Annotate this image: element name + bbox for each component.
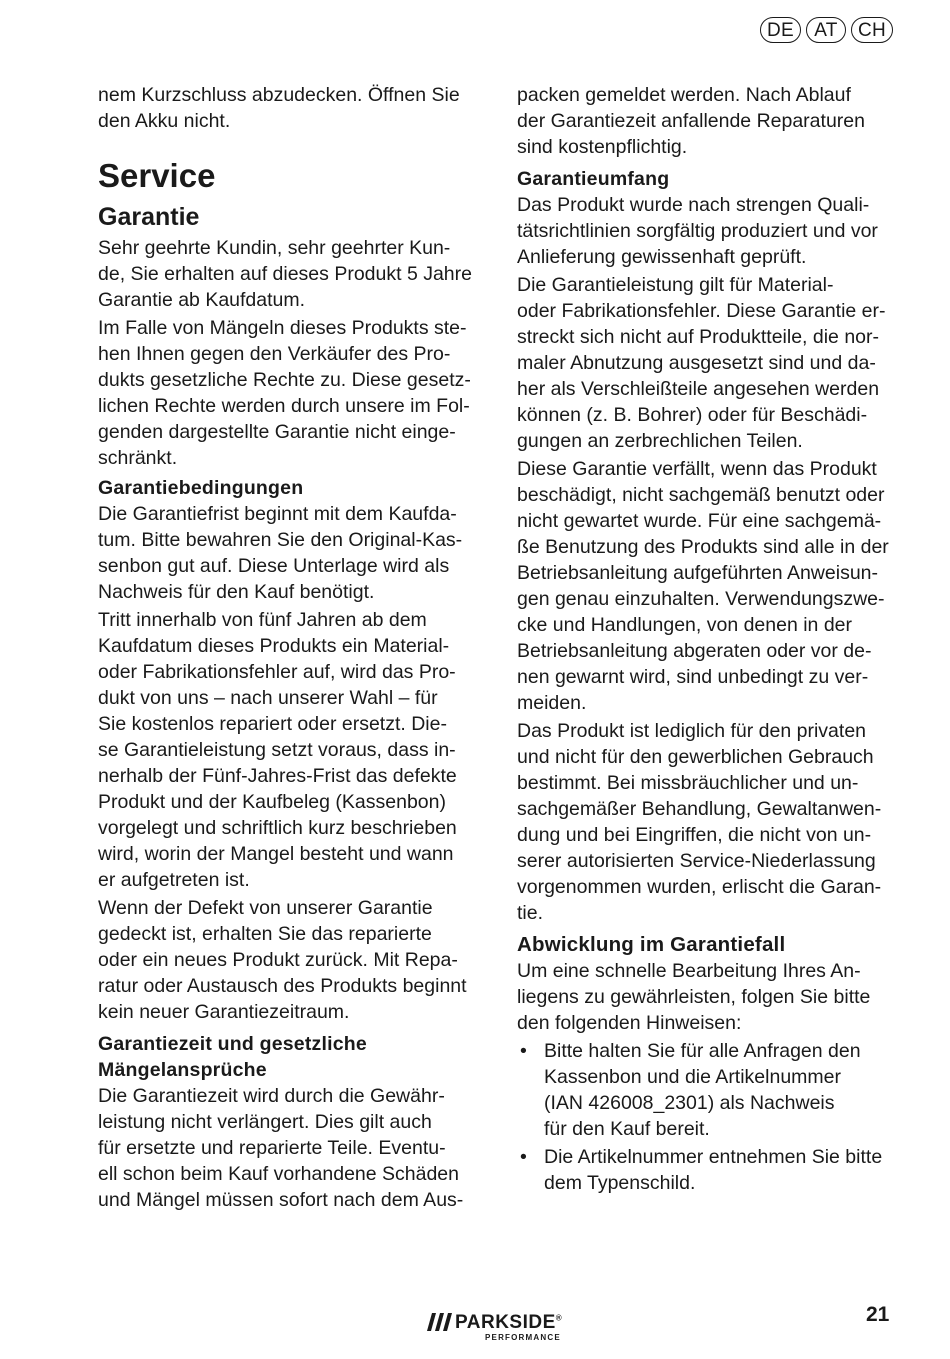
umfang-paragraph: Diese Garantie verfällt, wenn das Produkt beschädigt, nicht sachgemäß benutzt oder nicht gewartet wurde. Für eine sachgemä- ße Benutzung des Produkts sind alle in der Betriebsanleitung aufgeführten Anweisun- gen genau einzuhalten. Verwendungszwe- cke und Handlungen, von denen in der Betriebsanleitung abgeraten oder vor de- nen gewarnt wird, sind unbedingt zu ver- meiden. bbox=[517, 458, 889, 714]
umfang-heading: Garantieumfang bbox=[517, 168, 670, 190]
left-column bbox=[98, 82, 478, 1213]
section-title: Service bbox=[98, 157, 216, 194]
country-badge-de: DE bbox=[760, 17, 801, 43]
hint-list bbox=[517, 1038, 899, 1196]
page-number: 21 bbox=[866, 1303, 890, 1326]
garantiezeit-heading: Garantiezeit und gesetzliche Mängelansprüche bbox=[98, 1033, 367, 1081]
garantiezeit-paragraph: Die Garantiezeit wird durch die Gewähr- leistung nicht verlängert. Dies gilt auch für ersetzte und reparierte Teile. Eventu- ell schon beim Kauf vorhandene Schäden und Mängel müssen sofort nach dem Aus- bbox=[98, 1085, 464, 1211]
bedingungen-paragraph: Tritt innerhalb von fünf Jahren ab dem Kaufdatum dieses Produkts ein Material- oder Fabrikationsfehler auf, wird das Pro- dukt von uns – nach unserer Wahl – für Sie kostenlos repariert oder ersetzt. Die- se Garantieleistung setzt voraus, dass in- nerhalb der Fünf-Jahres-Frist das defekte Produkt und der Kaufbeleg (Kassenbon) vorgelegt und schriftlich kurz beschrieben wird, worin der Mangel besteht und wann er aufgetreten ist. bbox=[98, 609, 457, 891]
bedingungen-paragraph: Die Garantiefrist beginnt mit dem Kaufda- tum. Bitte bewahren Sie den Original-Kas- senbon gut auf. Diese Unterlage wird als Nachweis für den Kauf benötigt. bbox=[98, 503, 463, 603]
logo-slashes-icon bbox=[427, 1313, 453, 1333]
subsection-title: Garantie bbox=[98, 203, 200, 231]
logo-subtitle: PERFORMANCE bbox=[485, 1333, 561, 1342]
garantie-paragraph: Im Falle von Mängeln dieses Produkts ste- hen Ihnen gegen den Verkäufer des Pro- dukts gesetzliche Rechte zu. Diese gesetz- lichen Rechte werden durch unsere im Fol- genden dargestellte Garantie nicht einge- schränkt. bbox=[98, 317, 471, 469]
country-badge-ch: CH bbox=[851, 17, 893, 43]
right-column bbox=[517, 82, 899, 1196]
bedingungen-heading: Garantiebedingungen bbox=[98, 477, 304, 499]
parkside-logo bbox=[427, 1311, 583, 1347]
list-item bbox=[517, 1038, 899, 1142]
list-item bbox=[517, 1144, 899, 1196]
intro-paragraph: nem Kurzschluss abzudecken. Öffnen Sie den Akku nicht. bbox=[98, 84, 460, 132]
umfang-paragraph: Das Produkt ist lediglich für den privaten und nicht für den gewerblichen Gebrauch bestimmt. Bei missbräuchlicher und un- sachgemäßer Behandlung, Gewaltanwen- dung und bei Eingriffen, die nicht von un- serer autorisierten Service-Niederlassung vorgenommen wurden, erlischt die Garan- tie. bbox=[517, 720, 882, 924]
umfang-paragraph: Das Produkt wurde nach strengen Quali- tätsrichtlinien sorgfältig produziert und vor Anlieferung gewissenhaft geprüft. bbox=[517, 194, 878, 268]
list-item-text: Die Artikelnummer entnehmen Sie bitte dem Typenschild. bbox=[544, 1146, 883, 1194]
garantie-paragraph: Sehr geehrte Kundin, sehr geehrter Kun- de, Sie erhalten auf dieses Produkt 5 Jahre Garantie ab Kaufdatum. bbox=[98, 237, 472, 311]
bullet-icon: • bbox=[520, 1040, 527, 1062]
abwicklung-heading: Abwicklung im Garantiefall bbox=[517, 933, 786, 956]
continuation-paragraph: packen gemeldet werden. Nach Ablauf der Garantiezeit anfallende Reparaturen sind kostenpflichtig. bbox=[517, 84, 865, 158]
abwicklung-paragraph: Um eine schnelle Bearbeitung Ihres An- liegens zu gewährleisten, folgen Sie bitte den folgenden Hinweisen: bbox=[517, 960, 871, 1034]
logo-brand: PARKSIDE® bbox=[455, 1312, 563, 1333]
bullet-icon: • bbox=[520, 1146, 527, 1168]
bedingungen-paragraph: Wenn der Defekt von unserer Garantie gedeckt ist, erhalten Sie das reparierte oder ein neues Produkt zurück. Mit Repa- ratur oder Austausch des Produkts beginnt kein neuer Garantiezeitraum. bbox=[98, 897, 467, 1023]
list-item-text: Bitte halten Sie für alle Anfragen den Kassenbon und die Artikelnummer (IAN 426008_2301) als Nachweis für den Kauf bereit. bbox=[544, 1040, 861, 1140]
umfang-paragraph: Die Garantieleistung gilt für Material- oder Fabrikationsfehler. Diese Garantie er- streckt sich nicht auf Produktteile, die nor- maler Abnutzung ausgesetzt sind und da- her als Verschleißteile angesehen werden können (z. B. Bohrer) oder für Beschädi- gungen an zerbrechlichen Teilen. bbox=[517, 274, 886, 452]
country-badge-at: AT bbox=[806, 17, 846, 43]
country-badges bbox=[760, 17, 893, 43]
